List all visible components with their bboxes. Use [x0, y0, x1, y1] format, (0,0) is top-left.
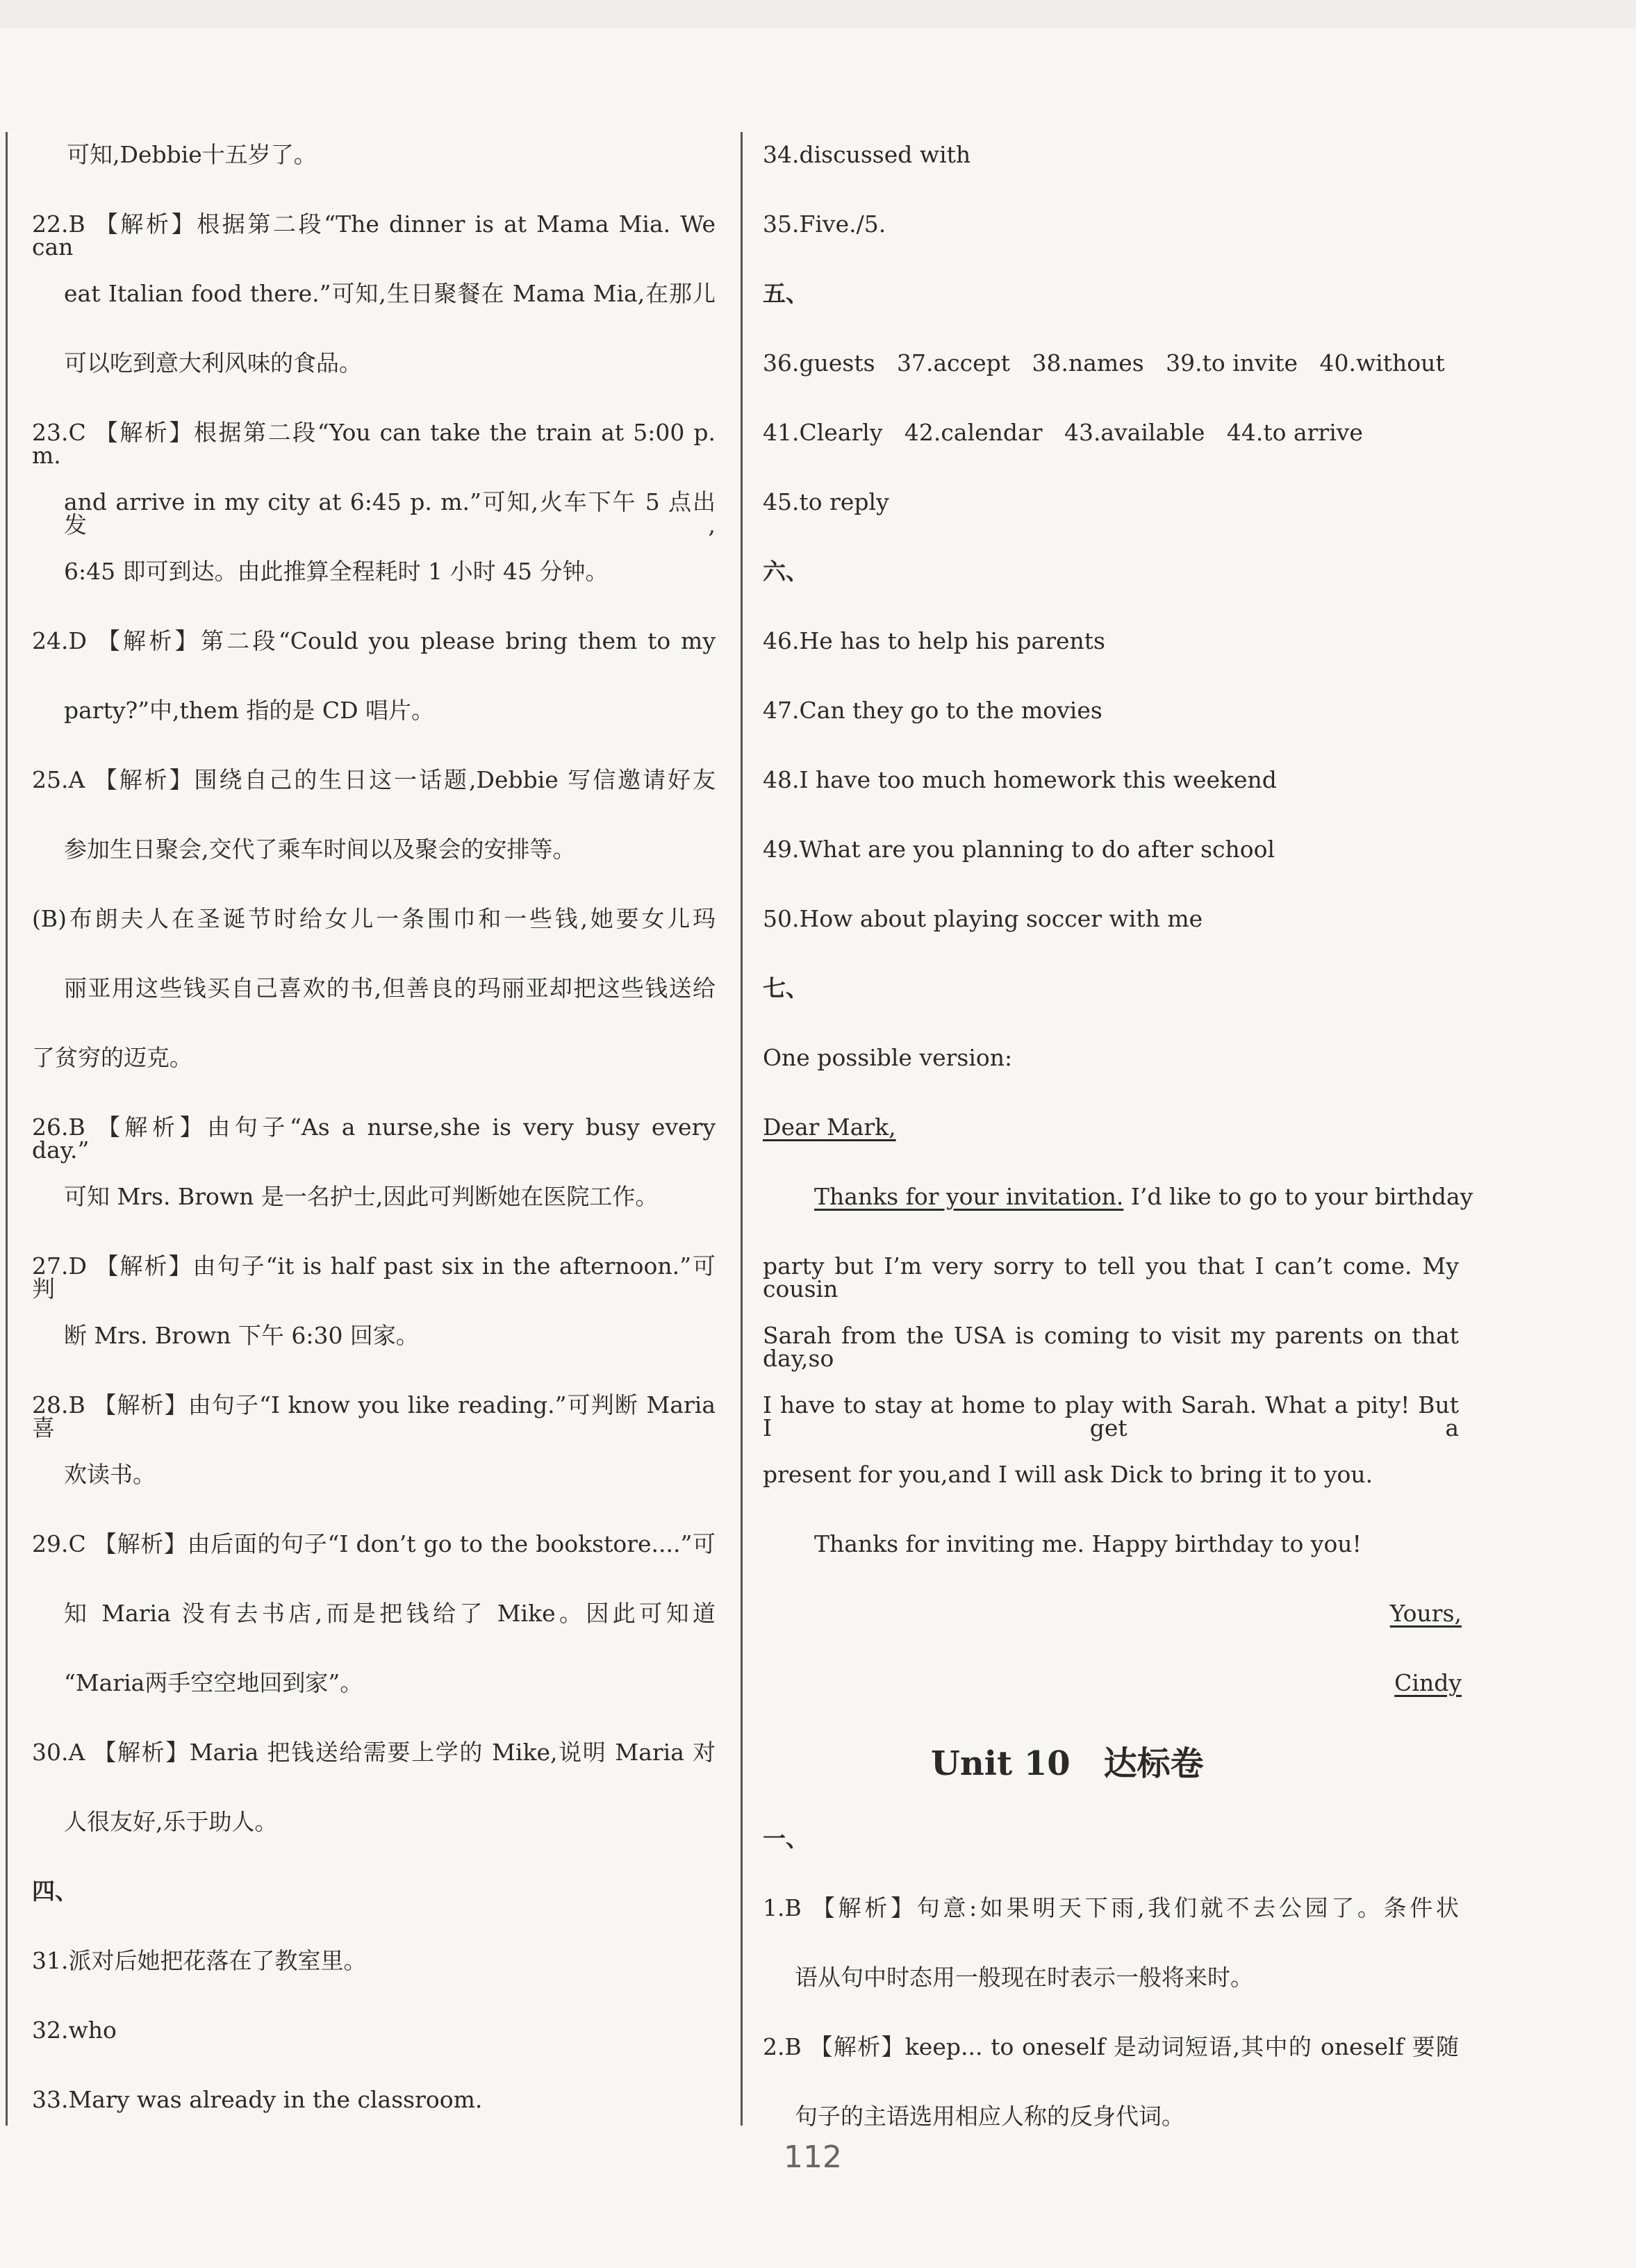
- text-line: 22.B 【解析】根据第二段“The dinner is at Mama Mia. We can: [32, 210, 716, 260]
- text-line: 2.B 【解析】keep... to oneself 是动词短语,其中的 oneself 要随: [763, 2033, 1459, 2060]
- section-label: 六、: [763, 558, 809, 585]
- text-line: 35.Five./5.: [763, 210, 886, 238]
- text-line: 丽亚用这些钱买自己喜欢的书,但善良的玛丽亚却把这些钱送给: [64, 975, 716, 1002]
- text-line: 断 Mrs. Brown 下午 6:30 回家。: [64, 1322, 419, 1349]
- text-line: 41.Clearly 42.calendar 43.available 44.to arrive: [763, 419, 1363, 446]
- page-number: 112: [784, 2139, 842, 2175]
- text-line: 28.B 【解析】由句子“I know you like reading.”可判断 Maria 喜: [32, 1391, 716, 1441]
- text-line: 24.D 【解析】第二段“Could you please bring them to my: [32, 627, 716, 654]
- top-margin-band: [0, 0, 1636, 28]
- text-line: (B)布朗夫人在圣诞节时给女儿一条围巾和一些钱,她要女儿玛: [32, 905, 716, 932]
- text-line: 语从句中时态用一般现在时表示一般将来时。: [795, 1964, 1253, 1991]
- letter-line: Sarah from the USA is coming to visit my parents on that day,so: [763, 1322, 1459, 1372]
- text-line: 34.discussed with: [763, 141, 971, 168]
- text-line: 48.I have too much homework this weekend: [763, 766, 1277, 793]
- letter-line: I have to stay at home to play with Sarah. What a pity! But I get a: [763, 1391, 1459, 1441]
- text-line: 23.C 【解析】根据第二段“You can take the train at 5:00 p. m.: [32, 419, 716, 469]
- text-line: 25.A 【解析】围绕自己的生日这一话题,Debbie 写信邀请好友: [32, 766, 716, 793]
- letter-line: party but I’m very sorry to tell you that I can’t come. My cousin: [763, 1252, 1459, 1302]
- letter-closing: Yours,: [1389, 1600, 1462, 1627]
- text-line: 50.How about playing soccer with me: [763, 905, 1203, 932]
- letter-line: Thanks for inviting me. Happy birthday to you!: [814, 1530, 1362, 1557]
- text-line: 欢读书。: [64, 1461, 156, 1488]
- text-line: eat Italian food there.”可知,生日聚餐在 Mama Mia,在那儿: [64, 280, 716, 307]
- text-line: “Maria两手空空地回到家”。: [64, 1669, 363, 1696]
- left-margin-rule: [6, 132, 8, 2126]
- letter-line: [814, 1183, 1473, 1210]
- text-line: 46.He has to help his parents: [763, 627, 1105, 654]
- letter-salutation: Dear Mark,: [763, 1114, 896, 1141]
- text-line: 人很友好,乐于助人。: [64, 1808, 278, 1835]
- text-line: 了贫穷的迈克。: [32, 1044, 192, 1071]
- section-label: 五、: [763, 280, 809, 307]
- section-label: 四、: [32, 1878, 78, 1905]
- text-line: 30.A 【解析】Maria 把钱送给需要上学的 Mike,说明 Maria 对: [32, 1739, 716, 1766]
- letter-signature: Cindy: [1394, 1669, 1462, 1696]
- text-line: 可知 Mrs. Brown 是一名护士,因此可判断她在医院工作。: [64, 1183, 659, 1210]
- text-line: 参加生日聚会,交代了乘车时间以及聚会的安排等。: [64, 836, 576, 863]
- text-line: 27.D 【解析】由句子“it is half past six in the afternoon.”可判: [32, 1252, 716, 1302]
- text-line: 49.What are you planning to do after school: [763, 836, 1275, 863]
- unit-heading: Unit 10 达标卷: [931, 1744, 1204, 1783]
- text-line: 1.B 【解析】句意:如果明天下雨,我们就不去公园了。条件状: [763, 1894, 1459, 1921]
- text-line: and arrive in my city at 6:45 p. m.”可知,火车下午 5 点出发,: [64, 488, 716, 538]
- text-line: 45.to reply: [763, 488, 889, 515]
- text-line: 6:45 即可到达。由此推算全程耗时 1 小时 45 分钟。: [64, 558, 609, 585]
- text-line: One possible version:: [763, 1044, 1013, 1071]
- letter-line: present for you,and I will ask Dick to bring it to you.: [763, 1461, 1373, 1488]
- text-line: 可知,Debbie十五岁了。: [67, 141, 317, 168]
- text-line: 可以吃到意大利风味的食品。: [64, 349, 362, 376]
- letter-underlined-phrase: Thanks for your invitation.: [814, 1183, 1124, 1210]
- text-line: 36.guests 37.accept 38.names 39.to invite 40.without: [763, 349, 1445, 376]
- text-line: 31.派对后她把花落在了教室里。: [32, 1947, 367, 1974]
- text-line: 26.B 【解析】由句子“As a nurse,she is very busy every day.”: [32, 1114, 716, 1164]
- text-line: 47.Can they go to the movies: [763, 697, 1102, 724]
- text-line: party?”中,them 指的是 CD 唱片。: [64, 697, 435, 724]
- text-line: 32.who: [32, 2017, 117, 2044]
- text-line: 句子的主语选用相应人称的反身代词。: [795, 2103, 1184, 2130]
- section-label: 七、: [763, 975, 809, 1002]
- letter-line-rest: I’d like to go to your birthday: [1123, 1183, 1473, 1210]
- text-line: 33.Mary was already in the classroom.: [32, 2086, 483, 2113]
- text-line: 29.C 【解析】由后面的句子“I don’t go to the bookstore....”可: [32, 1530, 716, 1557]
- column-divider: [741, 132, 743, 2126]
- section-label: 一、: [763, 1825, 809, 1852]
- text-line: 知 Maria 没有去书店,而是把钱给了 Mike。因此可知道: [64, 1600, 716, 1627]
